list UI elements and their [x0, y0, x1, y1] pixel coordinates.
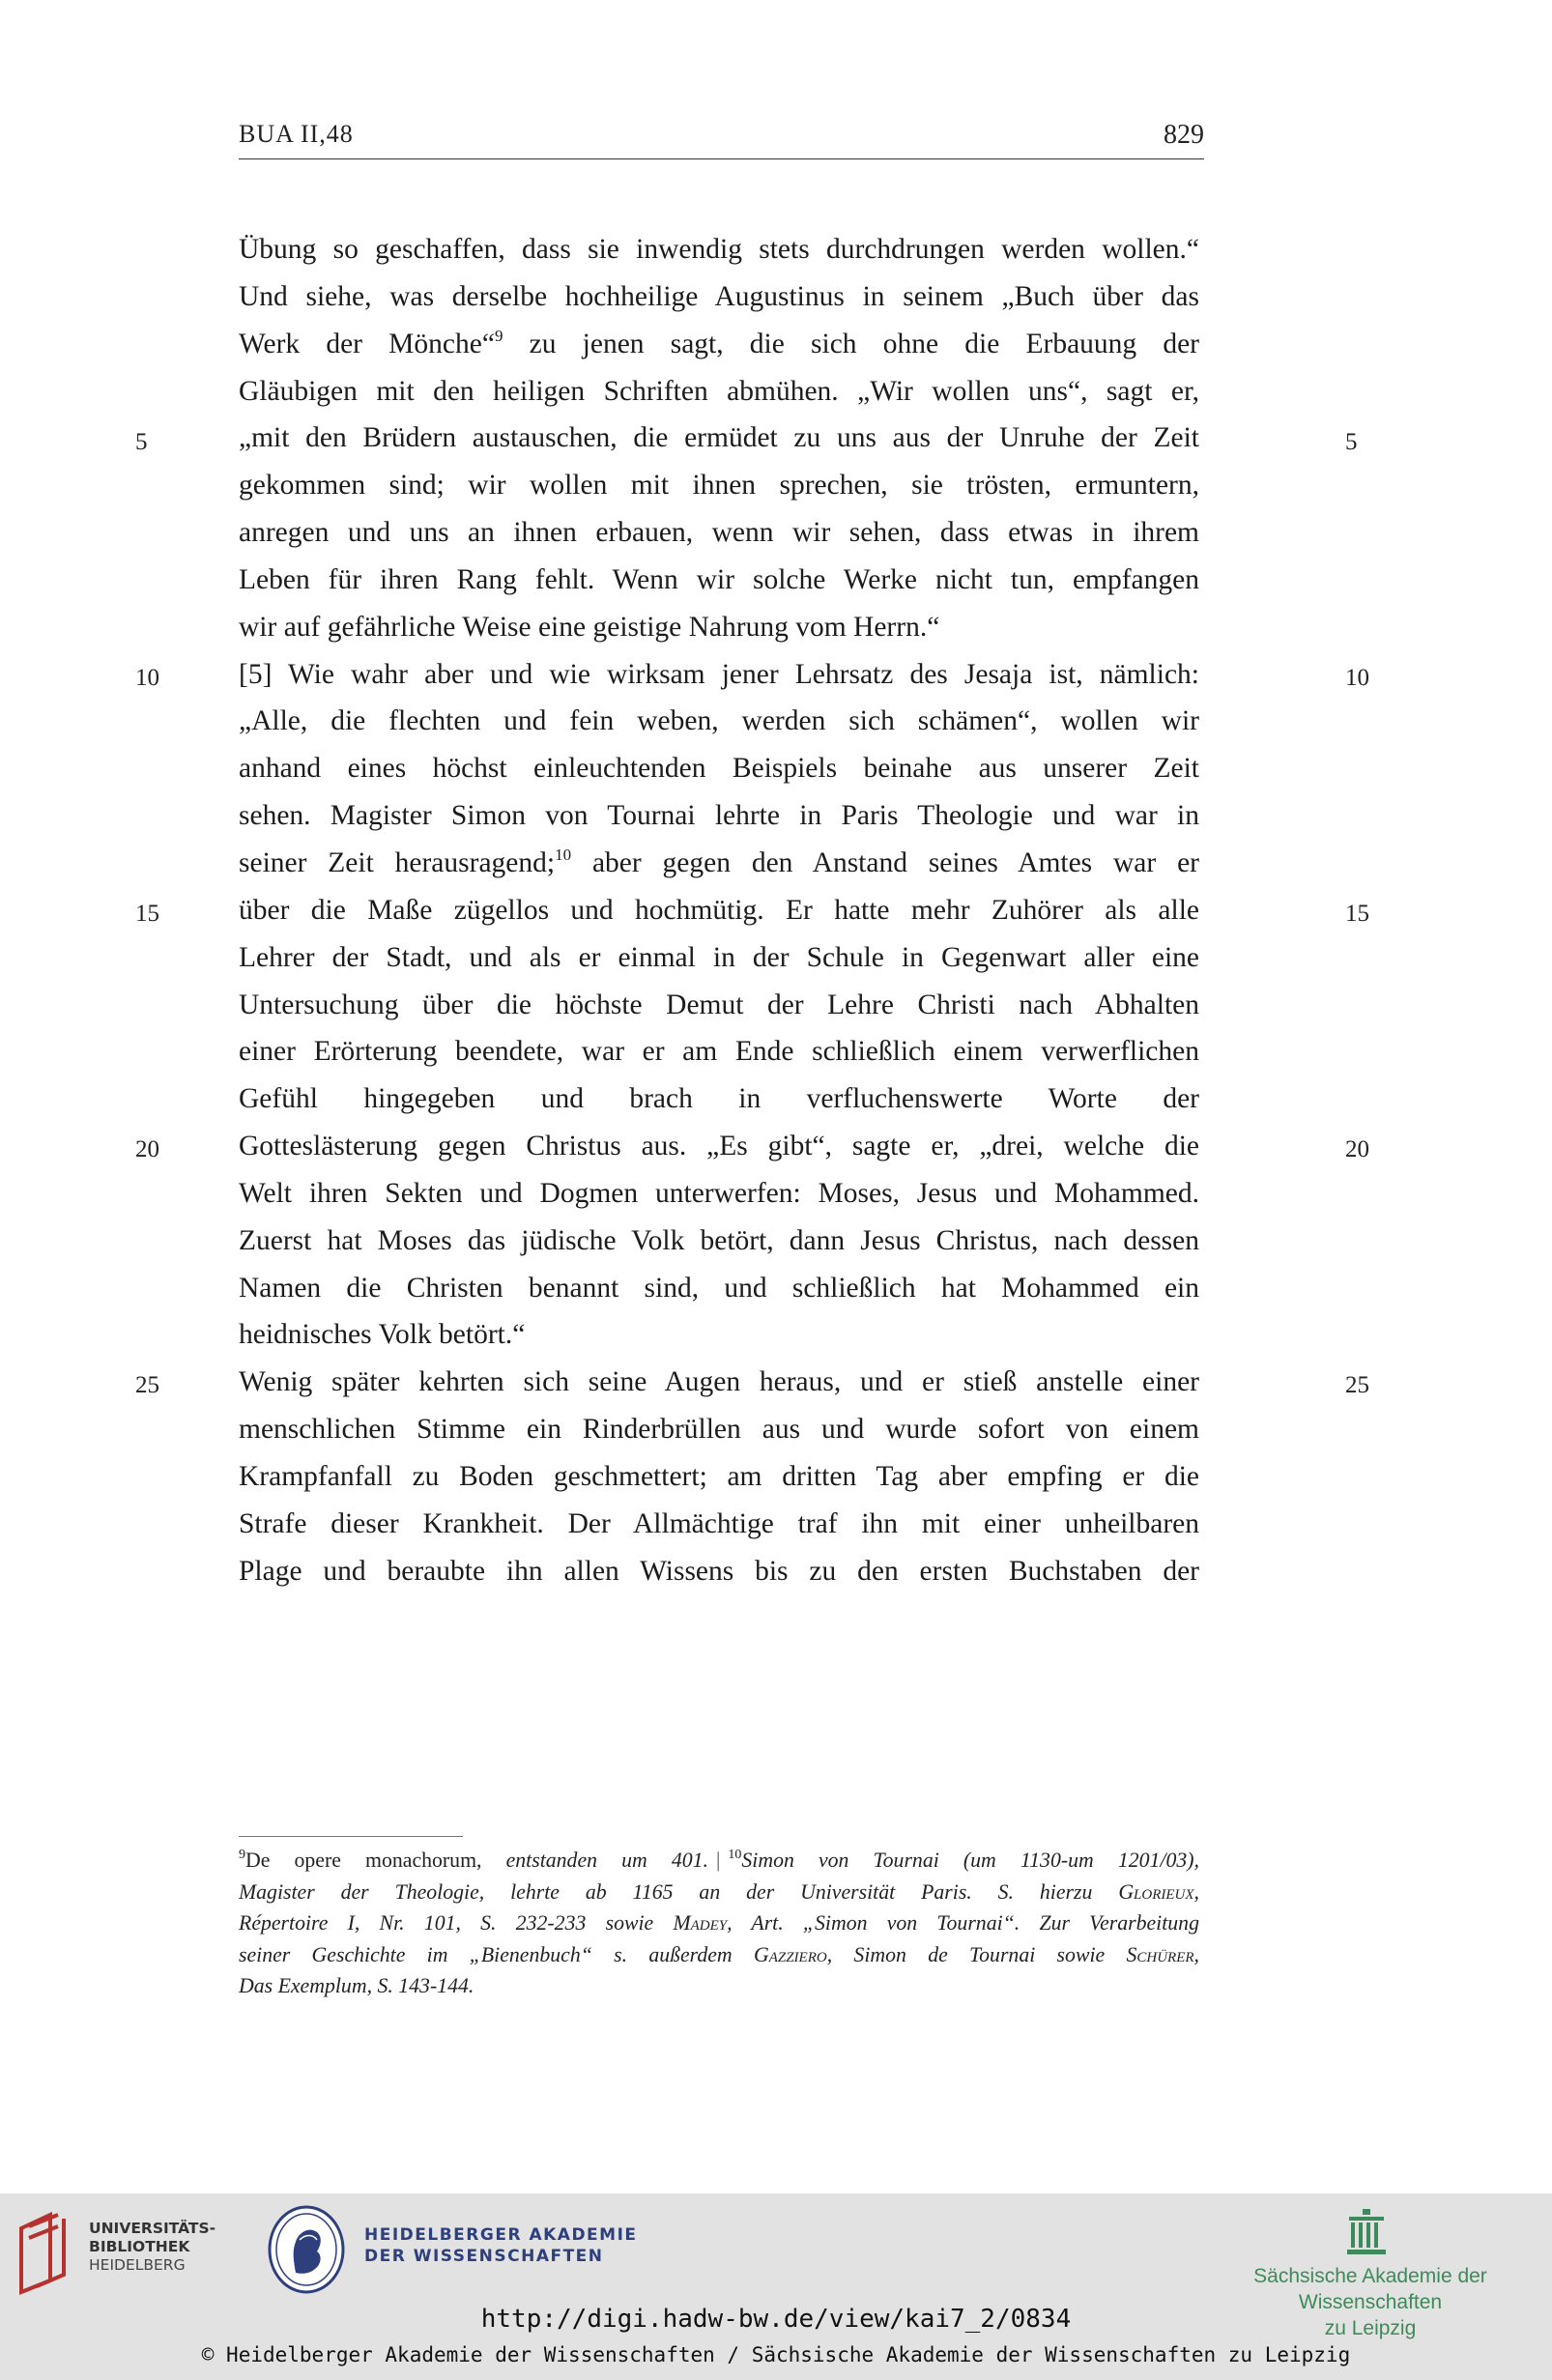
footnote-marker-10: 10	[728, 1848, 742, 1862]
text-line: sehen. Magister Simon von Tournai lehrte in Paris Theologie und war in	[239, 800, 1199, 832]
footnote-title: De opere monachorum,	[245, 1849, 482, 1872]
text-line: Plage und beraubte ihn allen Wissens bis zu den ersten Buchstaben der	[239, 1555, 1199, 1587]
footnote-divider	[239, 1836, 463, 1837]
text-line: einer Erörterung beendete, war er am Ende schließlich einem verwerflichen	[239, 1036, 1199, 1068]
running-head: BUA II,48	[239, 120, 354, 148]
footnote-line: seiner Geschichte im „Bienenbuch“ s. außerdem Gazziero, Simon de Tournai sowie Schürer,	[239, 1942, 1199, 1966]
academy-seal-icon[interactable]	[267, 2205, 346, 2294]
text-line: über die Maße zügellos und hochmütig. Er hatte mehr Zuhörer als alle	[239, 894, 1199, 926]
text-line: Gotteslästerung gegen Christus aus. „Es gibt“, sagte er, „drei, welche die	[239, 1131, 1199, 1162]
copyright-notice: © Heidelberger Akademie der Wissenschaften / Sächsische Akademie der Wissenschaften zu Leipzig	[201, 2343, 1351, 2366]
saxon-academy-icon[interactable]	[1345, 2209, 1388, 2255]
text-line: menschlichen Stimme ein Rinderbrüllen aus und wurde sofort von einem	[239, 1414, 1199, 1446]
text-line: Übung so geschaffen, dass sie inwendig stets durchdrungen werden wollen.“	[239, 234, 1199, 265]
footnote-line: Répertoire I, Nr. 101, S. 232-233 sowie Madey, Art. „Simon von Tournai“. Zur Verarbeitung	[239, 1911, 1199, 1935]
footnote-ref-10[interactable]: 10	[555, 845, 572, 864]
main-text	[239, 226, 1199, 1594]
footnote-ref-9[interactable]: 9	[494, 326, 503, 345]
text-line: Zuerst hat Moses das jüdische Volk betört, dann Jesus Christus, nach dessen	[239, 1224, 1199, 1256]
text-line: anregen und uns an ihnen erbauen, wenn wir sehen, dass etwas in ihrem	[239, 517, 1199, 549]
text-line: Leben für ihren Rang fehlt. Wenn wir solche Werke nicht tun, empfangen	[239, 563, 1199, 595]
text-line: „mit den Brüdern austauschen, die ermüdet zu uns aus der Unruhe der Zeit	[239, 422, 1199, 454]
text-line: heidnisches Volk betört.“	[239, 1319, 526, 1351]
text-line: Namen die Christen benannt sind, und schließlich hat Mohammed ein	[239, 1272, 1199, 1304]
text-line: anhand eines höchst einleuchtenden Beispiels beinahe aus unserer Zeit	[239, 753, 1199, 785]
footnote-line: Das Exemplum, S. 143-144.	[239, 1974, 474, 1997]
university-library-name: UNIVERSITÄTS- BIBLIOTHEK HEIDELBERG	[89, 2220, 216, 2274]
line-number-right: 5	[1345, 429, 1358, 455]
line-number-left: 15	[135, 901, 159, 927]
footnote-line: $^9$De opere monachorum, entstanden um 401. | $^{10}$Simon von Tournai (um 1130-um 1201/03),	[239, 1848, 1199, 1872]
line-number-right: 25	[1345, 1372, 1369, 1398]
author-name: Glorieux,	[1118, 1879, 1199, 1904]
line-number-right: 15	[1345, 901, 1369, 927]
text-line: Gläubigen mit den heiligen Schriften abmühen. „Wir wollen uns“, sagt er,	[239, 375, 1199, 407]
footnote-separator: |	[716, 1849, 721, 1872]
text-line: Krampfanfall zu Boden geschmettert; am dritten Tag aber empfing er die	[239, 1460, 1199, 1492]
author-name: Gazziero,	[753, 1942, 833, 1966]
text-line: seiner Zeit herausragend;$^{10}$ aber gegen den Anstand seines Amtes war er	[239, 845, 1199, 878]
text-line: Wenig später kehrten sich seine Augen heraus, und er stieß anstelle einer	[239, 1366, 1199, 1398]
line-number-left: 25	[135, 1372, 159, 1398]
text-line: Untersuchung über die höchste Demut der Lehre Christi nach Abhalten	[239, 989, 1199, 1020]
footnotes	[239, 1845, 1199, 2002]
saxon-academy-name: Sächsische Akademie der Wissenschaften zu Leipzig	[1253, 2265, 1487, 2339]
text-line: Lehrer der Stadt, und als er einmal in der Schule in Gegenwart aller eine	[239, 941, 1199, 973]
line-number-right: 10	[1345, 665, 1369, 691]
author-name: Madey,	[673, 1911, 733, 1935]
line-number-left: 5	[135, 429, 148, 455]
text-line: Gefühl hingegeben und brach in verfluchenswerte Worte der	[239, 1083, 1199, 1115]
text-line: gekommen sind; wir wollen mit ihnen sprechen, sie trösten, ermuntern,	[239, 470, 1199, 502]
page-number: 829	[1164, 120, 1204, 150]
permalink-url[interactable]: http://digi.hadw-bw.de/view/kai7_2/0834	[480, 2305, 1072, 2334]
author-name: Schürer,	[1126, 1942, 1199, 1966]
line-number-right: 20	[1345, 1136, 1369, 1162]
text-line: „Alle, die flechten und fein weben, werden sich schämen“, wollen wir	[239, 705, 1199, 737]
footnote-line: Magister der Theologie, lehrte ab 1165 an der Universität Paris. S. hierzu Glorieux,	[239, 1879, 1199, 1904]
footnote-marker-9: 9	[239, 1848, 245, 1862]
text-line: wir auf gefährliche Weise eine geistige Nahrung vom Herrn.“	[239, 611, 940, 643]
academy-name: HEIDELBERGER AKADEMIE DER WISSENSCHAFTEN	[364, 2225, 638, 2266]
line-number-left: 10	[135, 665, 159, 691]
text-line: [5] Wie wahr aber und wie wirksam jener Lehrsatz des Jesaja ist, nämlich:	[239, 658, 1199, 690]
text-line: Und siehe, was derselbe hochheilige Augustinus in seinem „Buch über das	[239, 280, 1199, 312]
text-line: Strafe dieser Krankheit. Der Allmächtige traf ihn mit einer unheilbaren	[239, 1507, 1199, 1539]
line-number-left: 20	[135, 1136, 159, 1162]
text-line: Welt ihren Sekten und Dogmen unterwerfen: Moses, Jesus und Mohammed.	[239, 1177, 1199, 1209]
text-line: Werk der Mönche“$^9$ zu jenen sagt, die sich ohne die Erbauung der	[239, 326, 1200, 359]
page-header	[239, 114, 1204, 159]
